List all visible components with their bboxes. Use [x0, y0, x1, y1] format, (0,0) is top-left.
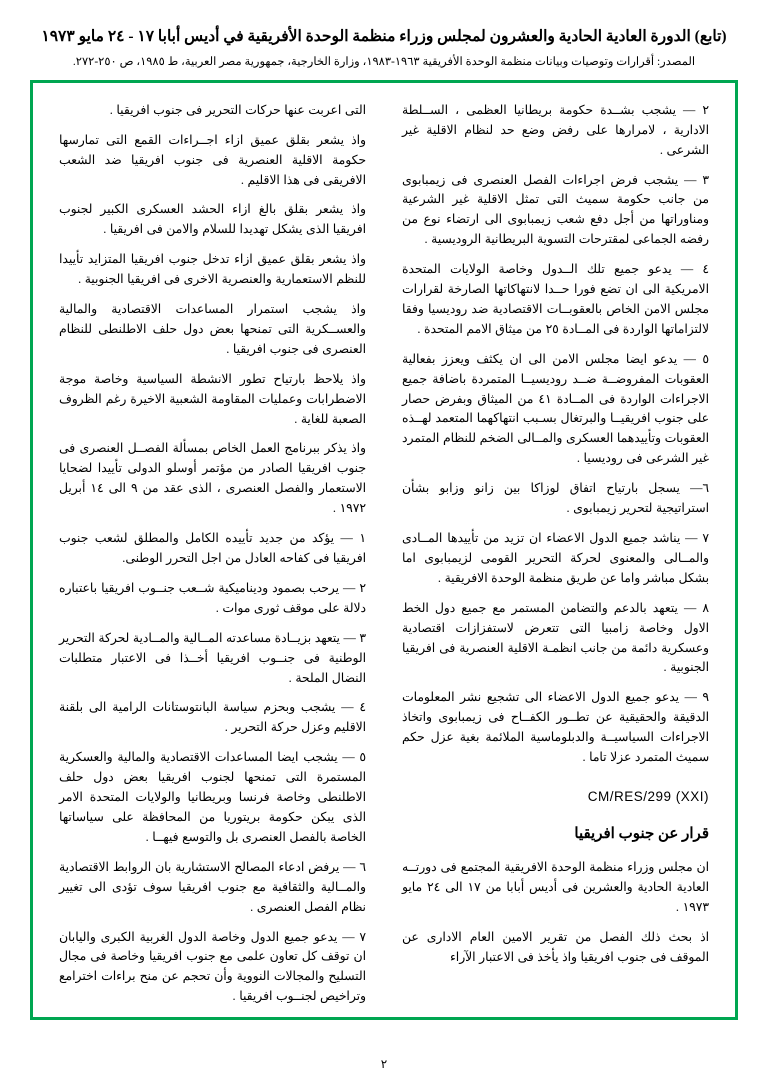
paragraph: ٩ — يدعو جميع الدول الاعضاء الى تشجيع نشر المعلومات الدقيقة والحقيقية عن تطــور الكفــاح فى زيمبابوى واتخاذ الاجراءات السياسيــة والدبلوماسية الملائمة بغية عزل حكم سميث المتمرد عزلا تاما . — [402, 690, 709, 765]
paragraph: واذ يشعر بقلق عميق ازاء تدخل جنوب افريقيا المتزايد تأييدا للنظم الاستعمارية والعنصرية الاخرى فى افريقيا الجنوبية . — [59, 252, 366, 287]
paragraph: ٦ — يرفض ادعاء المصالح الاستشارية بان الروابط الاقتصادية والمــالية والثقافية مع جنوب افريقيا سوف تؤدى الى تغيير نظام الفصل العنصرى . — [59, 859, 366, 914]
paragraph: ٥ — يدعو ايضا مجلس الامن الى ان يكثف ويعزز بفعالية العقوبات المفروضــة ضــد روديسيــا المتمردة باضافة جميع الاجراءات الواردة فى المــادة ٤١ من الميثاق وبفرض حصار على جنوب افريقيــا والبرتغال بسـبب انتهاكهما المتعمد لهــذه العقوبات وتأييدهما العسكرى والمــالى الضخم للنظام المتمرد غير الشرعى فى روديسيا . — [402, 351, 709, 466]
left-column — [49, 101, 384, 1007]
paragraph: التى اعربت عنها حركات التحرير فى جنوب افريقيا . — [109, 102, 366, 117]
content-frame — [30, 80, 738, 1020]
paragraph: واذ يشعر بقلق بالغ ازاء الحشد العسكرى الكبير لجنوب افريقيا الذى يشكل تهديدا للسلام والامن فى افريقيا . — [59, 202, 366, 237]
two-column-body — [49, 101, 719, 1007]
paragraph: واذ يشجب استمرار المساعدات الاقتصادية والمالية والعســكرية التى تمنحها بعض دول حلف الاطلنطى للنظام العنصرى فى جنوب افريقيا . — [59, 302, 366, 356]
paragraph: واذ يذكر ببرنامج العمل الخاص بمسألة الفصــل العنصرى فى جنوب افريقيا الصادر من مؤتمر أوسلو الدولى تأييدا لضحايا الاستعمار والفصل العنصرى ، الذى عقد من ٩ الى ١٤ أبريل ١٩٧٢ . — [59, 441, 367, 516]
page-header — [30, 26, 738, 70]
paragraph: ان مجلس وزراء منظمة الوحدة الافريقية المجتمع فى دورتــه العادية الحادية والعشرين فى أديس أبابا من ١٧ الى ٢٤ مايو ١٩٧٣ . — [402, 860, 710, 914]
resolution-code: CM/RES/299 (XXI) — [587, 788, 709, 804]
paragraph: ٢ — يشجب بشــدة حكومة بريطانيا العظمى ، الســلطة الادارية ، لامرارها على رفض وضع حد لنظام الاقلية غير الشرعى . — [402, 102, 709, 157]
paragraph: ٣ — يتعهد بزيــادة مساعدته المــالية والمــادية لحركة التحرير الوطنية فى جنــوب افريقيا أخــذا فى الاعتبار متطلبات النضال الملحة . — [59, 630, 366, 685]
right-column — [384, 101, 719, 1007]
paragraph: ٨ — يتعهد بالدعم والتضامن المستمر مع جميع دول الخط الاول وخاصة زامبيا التى تتعرض لاستفزازات اقتصادية وعسكرية دائمة من جانب انظمـة الاقلية العنصرية فى افريقيا الجنوبية . — [402, 600, 709, 675]
paragraph: ٧ — يناشد جميع الدول الاعضاء ان تزيد من تأييدها المــادى والمــالى والمعنوى لحركة التحرير القومى لزيمبابوى اما بشكل مباشر واما عن طريق منظمة الوحدة الافريقية . — [402, 531, 709, 585]
paragraph: اذ بحث ذلك الفصل من تقرير الامين العام الادارى عن الموقف فى جنوب افريقيا واذ يأخذ فى الاعتبار الآراء — [402, 929, 709, 964]
paragraph: ٤ — يشجب وبحزم سياسة البانتوستانات الرامية الى بلقنة الاقليم وعزل حركة التحرير . — [59, 700, 366, 735]
header-source: المصدر: أقرارات وتوصيات وبيانات منظمة الوحدة الأفريقية ١٩٦٣-١٩٨٣، وزارة الخارجية، جمهورية مصر العربية، ط ١٩٨٥، ص ٢٥٠-٢٧٢. — [72, 55, 696, 68]
paragraph: ١ — يؤكد من جديد تأييده الكامل والمطلق لشعب جنوب افريقيا فى كفاحه العادل من اجل التحرر الوطنى. — [59, 531, 366, 565]
paragraph: ٧ — يدعو جميع الدول وخاصة الدول الغربية الكبرى واليابان ان توقف كل تعاون علمى مع جنوب افريقيا وخاصة فى مجال التسليح والمجالات النووية وأن تحجم عن منح براءات اخترامع وتراخيص لجنــوب افريقيا . — [59, 929, 366, 1004]
paragraph: ٤ — يدعو جميع تلك الــدول وخاصة الولايات المتحدة الامريكية الى ان تضع فورا حــدا لانتهاكاتها الصارخة لقرارات مجلس الامن الخاص بالعقوبــات الاقتصادية ضد روديسيا وفقا لالتزاماتها الواردة فى المــادة ٢٥ من ميثاق الامم المتحدة . — [402, 262, 709, 336]
resolution-title: قرار عن جنوب افريقيا — [574, 825, 709, 842]
page-number: ٢ — [380, 1057, 388, 1071]
header-title: (تابع) الدورة العادية الحادية والعشرون لمجلس وزراء منظمة الوحدة الأفريقية في أديس أبابا ١٧ - ٢٤ مايو ١٩٧٣ — [41, 28, 727, 45]
paragraph: واذ يشعر بقلق عميق ازاء اجــراءات القمع التى تمارسها حكومة الاقلية العنصرية فى جنوب افريقيا ضد الشعب الافريقى فى هذا الاقليم . — [59, 132, 366, 187]
paragraph: واذ يلاحظ بارتياح تطور الانشطة السياسية وخاصة موجة الاضطرابات وعمليات المقاومة الشعبية الاخيرة رغم الظروف الصعبة للغاية . — [59, 371, 366, 426]
paragraph: ٣ — يشجب فرض اجراءات الفصل العنصرى فى زيمبابوى من جانب حكومة سميث التى تمثل الاقلية غير الشرعية ومناوراتها من أجل دفع شعب زيمبابوى الى ارتضاء نوع من رفضه الجماعى لمقترحات التسوية البريطانية الروديسية . — [402, 172, 709, 247]
paragraph: ٥ — يشجب ايضا المساعدات الاقتصادية والمالية والعسكرية المستمرة التى تمنحها لجنوب افريقيا بعض دول حلف الاطلنطى وخاصة فرنسا وبريطانيا والولايات المتحدة الامر الذى يبكن حكومة بريتوريا من المحافظة على سياساتها الخاصة بالفصل العنصرى بل والتوسع فيهــا . — [59, 750, 366, 844]
paragraph: ٦— يسجل بارتياح اتفاق لوزاكا بين زانو وزابو بشأن استراتيجية لتحرير زيمبابوى . — [402, 481, 709, 516]
paragraph: ٢ — يرحب بصمود وديناميكية شــعب جنــوب افريقيا باعتباره دلالة على موقف ثورى موات . — [59, 580, 366, 615]
